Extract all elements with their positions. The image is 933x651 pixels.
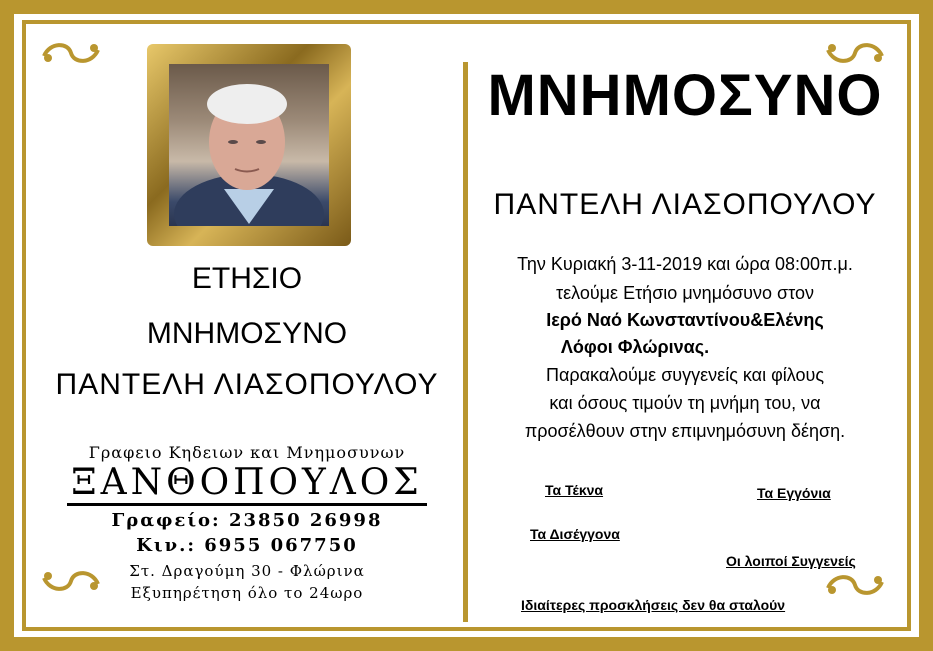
- announcement-line: Την Κυριακή 3-11-2019 και ώρα 08:00π.μ.: [517, 254, 853, 274]
- church-location: Λόφοι Φλώρινας.: [560, 337, 710, 357]
- portrait-photo: [169, 64, 329, 226]
- announcement-line: και όσους τιμούν τη μνήμη του, να: [549, 393, 821, 413]
- signature-relatives: Οι λοιποί Συγγενείς: [726, 553, 856, 569]
- portrait-frame: [147, 44, 351, 246]
- signature-children: Τα Τέκνα: [545, 482, 604, 498]
- office-mobile: Κιν.: 6955 067750: [136, 535, 358, 556]
- announcement-line: Παρακαλούμε συγγενείς και φίλους: [545, 365, 824, 385]
- left-line-annual: ΕΤΗΣΙΟ: [191, 262, 303, 295]
- office-address: Στ. Δραγούμη 30 - Φλώρινα: [129, 562, 365, 580]
- office-name-text: ΞΑΝΘΟΠΟΥΛΟΣ: [67, 462, 427, 506]
- vertical-divider: [463, 62, 468, 622]
- ornament-scroll-icon: [40, 38, 102, 68]
- announcement-line: τελούμε Ετήσιο μνημόσυνο στον: [555, 283, 815, 303]
- announcement-line: προσέλθουν στην επιμνημόσυνη δέηση.: [524, 421, 846, 441]
- office-name: [32, 462, 462, 503]
- office-phone: Γραφείο: 23850 26998: [111, 510, 383, 531]
- left-line-name: ΠΑΝΤΕΛΗ ΛΙΑΣΟΠΟΥΛΟΥ: [55, 368, 439, 401]
- invitation-note: Ιδιαίτερες προσκλήσεις δεν θα σταλούν: [521, 597, 786, 613]
- signature-great-grandchildren: Τα Δισέγγονα: [530, 526, 620, 542]
- office-heading: Γραφειο Κηδειων και Μνημοσυνων: [88, 443, 406, 462]
- right-title: ΜΝΗΜΟΣΥΝΟ: [487, 63, 883, 128]
- left-line-memorial: ΜΝΗΜΟΣΥΝΟ: [146, 317, 348, 350]
- signature-grandchildren: Τα Εγγόνια: [757, 485, 831, 501]
- office-service: Εξυπηρέτηση όλο το 24ωρο: [130, 584, 364, 602]
- right-name: ΠΑΝΤΕΛΗ ΛΙΑΣΟΠΟΥΛΟΥ: [493, 188, 877, 221]
- ornament-scroll-icon: [824, 570, 886, 600]
- church-name: Ιερό Ναό Κωνσταντίνου&Ελένης: [546, 310, 824, 330]
